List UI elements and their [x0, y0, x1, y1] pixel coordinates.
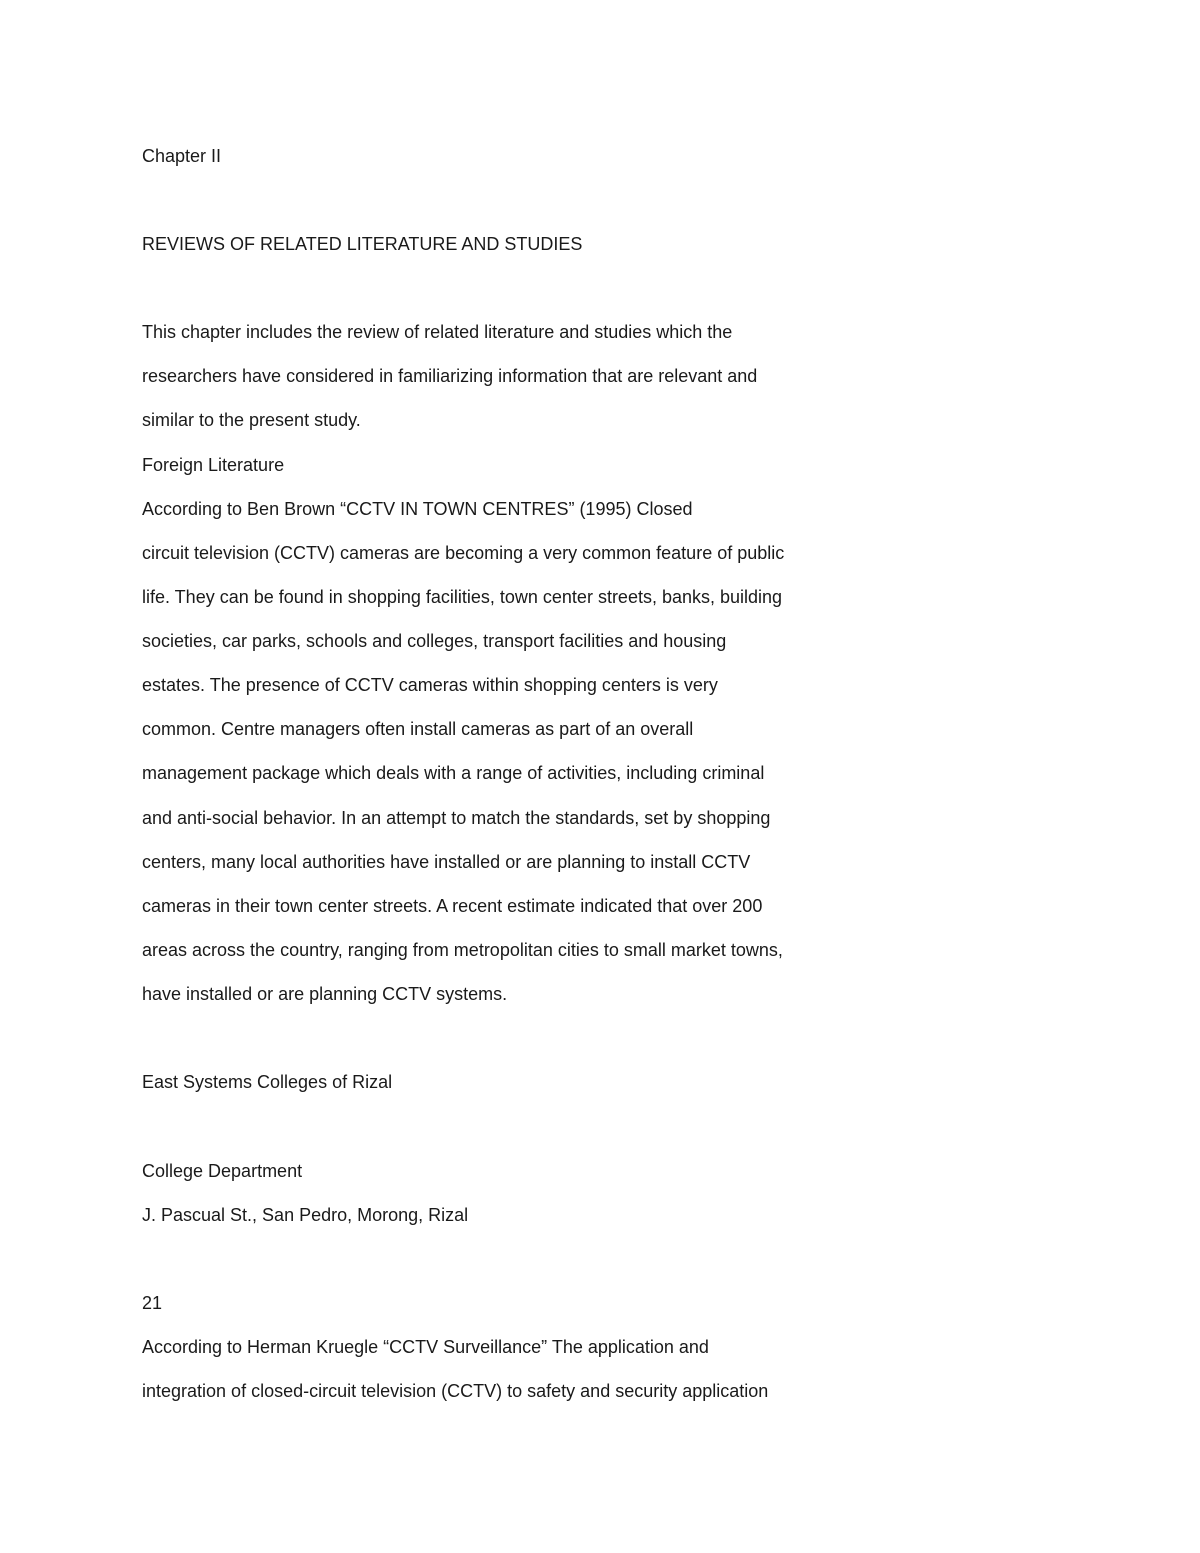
footer-department: College Department: [142, 1161, 303, 1181]
body-line: centers, many local authorities have installed or are planning to install CCTV: [142, 852, 751, 872]
intro-line: researchers have considered in familiarizing information that are relevant and: [142, 366, 758, 386]
body-line: have installed or are planning CCTV systems.: [142, 984, 508, 1004]
body-line: According to Herman Kruegle “CCTV Surveillance” The application and: [142, 1337, 709, 1357]
intro-line: similar to the present study.: [142, 410, 361, 430]
page-number: 21: [142, 1293, 163, 1313]
body-line: management package which deals with a range of activities, including criminal: [142, 763, 765, 783]
body-line: societies, car parks, schools and colleges, transport facilities and housing: [142, 631, 727, 651]
body-line: circuit television (CCTV) cameras are becoming a very common feature of public: [142, 543, 785, 563]
body-line: common. Centre managers often install cameras as part of an overall: [142, 719, 694, 739]
chapter-title: REVIEWS OF RELATED LITERATURE AND STUDIES: [142, 234, 583, 254]
chapter-label: Chapter II: [142, 146, 222, 166]
intro-line: This chapter includes the review of related literature and studies which the: [142, 322, 733, 342]
body-line: areas across the country, ranging from metropolitan cities to small market towns,: [142, 940, 783, 960]
body-line: integration of closed-circuit television (CCTV) to safety and security application: [142, 1381, 769, 1401]
footer-address: J. Pascual St., San Pedro, Morong, Rizal: [142, 1205, 469, 1225]
body-line: According to Ben Brown “CCTV IN TOWN CENTRES” (1995) Closed: [142, 499, 693, 519]
body-line: cameras in their town center streets. A recent estimate indicated that over 200: [142, 896, 763, 916]
body-line: estates. The presence of CCTV cameras within shopping centers is very: [142, 675, 718, 695]
footer-school: East Systems Colleges of Rizal: [142, 1072, 393, 1092]
section-heading: Foreign Literature: [142, 455, 285, 475]
body-line: and anti-social behavior. In an attempt to match the standards, set by shopping: [142, 808, 771, 828]
body-line: life. They can be found in shopping facilities, town center streets, banks, building: [142, 587, 783, 607]
